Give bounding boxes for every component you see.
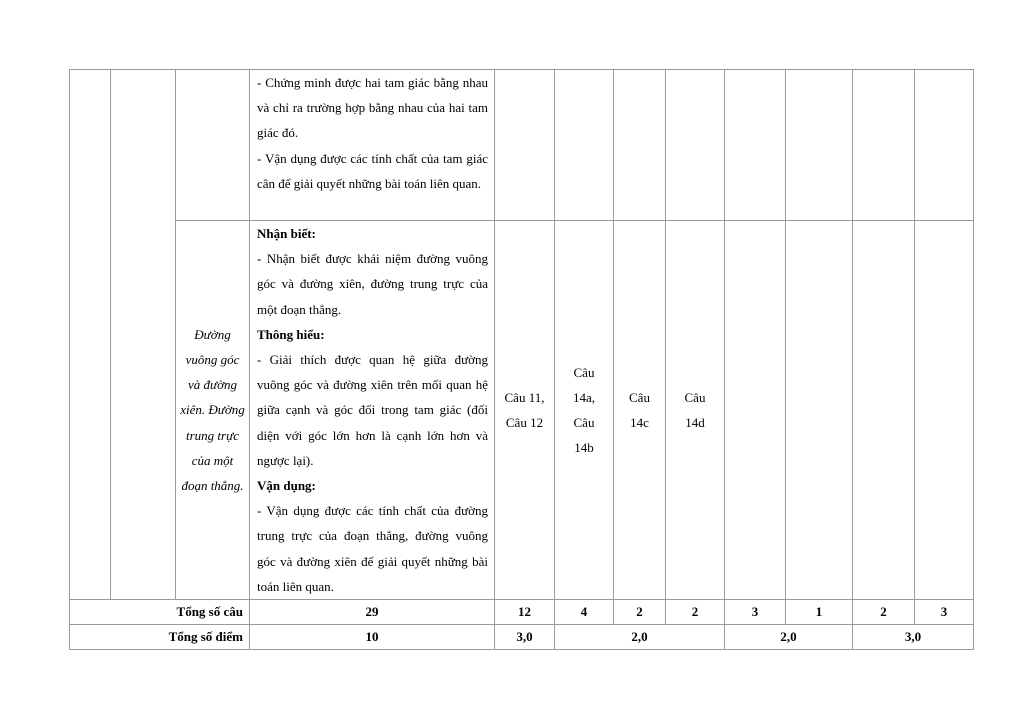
question-cell-3: Câu 14c [614, 221, 666, 600]
total-cell: 3 [915, 600, 974, 625]
topic-cell: Đường vuông góc và đường xiên. Đường trung trực của một đoạn thẳng. [176, 221, 250, 600]
recognition-text: - Nhận biết được khái niệm đường vuông góc và đường xiên, đường trung trực của một đoạn thẳng. [257, 251, 488, 317]
lower-row [70, 221, 974, 600]
application-text: - Vận dụng được các tính chất của đường trung trực của đoạn thẳng, đường vuông góc và đường xiên để giải quyết những bài toán liên quan. [257, 503, 488, 594]
points-cell: 2,0 [725, 625, 853, 650]
upper-row [70, 70, 974, 221]
points-cell: 3,0 [853, 625, 974, 650]
upper-description-cell [250, 70, 495, 221]
total-cell: 4 [555, 600, 614, 625]
total-cell: 2 [666, 600, 725, 625]
upper-description-line: - Chứng minh được hai tam giác bằng nhau và chỉ ra trường hợp bằng nhau của hai tam giác đó. [257, 75, 488, 141]
question-cell-1: Câu 11, Câu 12 [495, 221, 555, 600]
total-questions-label: Tổng số câu [70, 600, 250, 625]
understanding-text: - Giải thích được quan hệ giữa đường vuông góc và đường xiên trên mối quan hệ giữa cạnh và góc đối trong tam giác (đối diện với góc lớn hơn là cạnh lớn hơn và ngược lại). [257, 352, 488, 468]
total-points-row [70, 625, 974, 650]
empty-topic-cell [176, 70, 250, 221]
total-questions-value: 29 [250, 600, 495, 625]
total-cell: 3 [725, 600, 786, 625]
spec-matrix-table [69, 69, 974, 650]
question-cell-2: Câu 14a, Câu 14b [555, 221, 614, 600]
total-cell: 12 [495, 600, 555, 625]
empty-cell-2 [111, 70, 176, 600]
total-cell: 1 [786, 600, 853, 625]
heading-recognition: Nhận biết: [257, 226, 316, 241]
total-cell: 2 [853, 600, 915, 625]
points-cell: 2,0 [555, 625, 725, 650]
lower-description-cell [250, 221, 495, 600]
upper-description-line: - Vận dụng được các tính chất của tam giác cân để giải quyết những bài toán liên quan. [257, 150, 488, 191]
total-points-value: 10 [250, 625, 495, 650]
heading-application: Vận dụng: [257, 478, 316, 494]
empty-cell-1 [70, 70, 111, 600]
heading-understanding: Thông hiểu: [257, 326, 325, 342]
total-questions-row [70, 600, 974, 625]
total-cell: 2 [614, 600, 666, 625]
question-cell-4: Câu 14d [666, 221, 725, 600]
total-points-label: Tổng số điểm [70, 625, 250, 650]
points-cell: 3,0 [495, 625, 555, 650]
